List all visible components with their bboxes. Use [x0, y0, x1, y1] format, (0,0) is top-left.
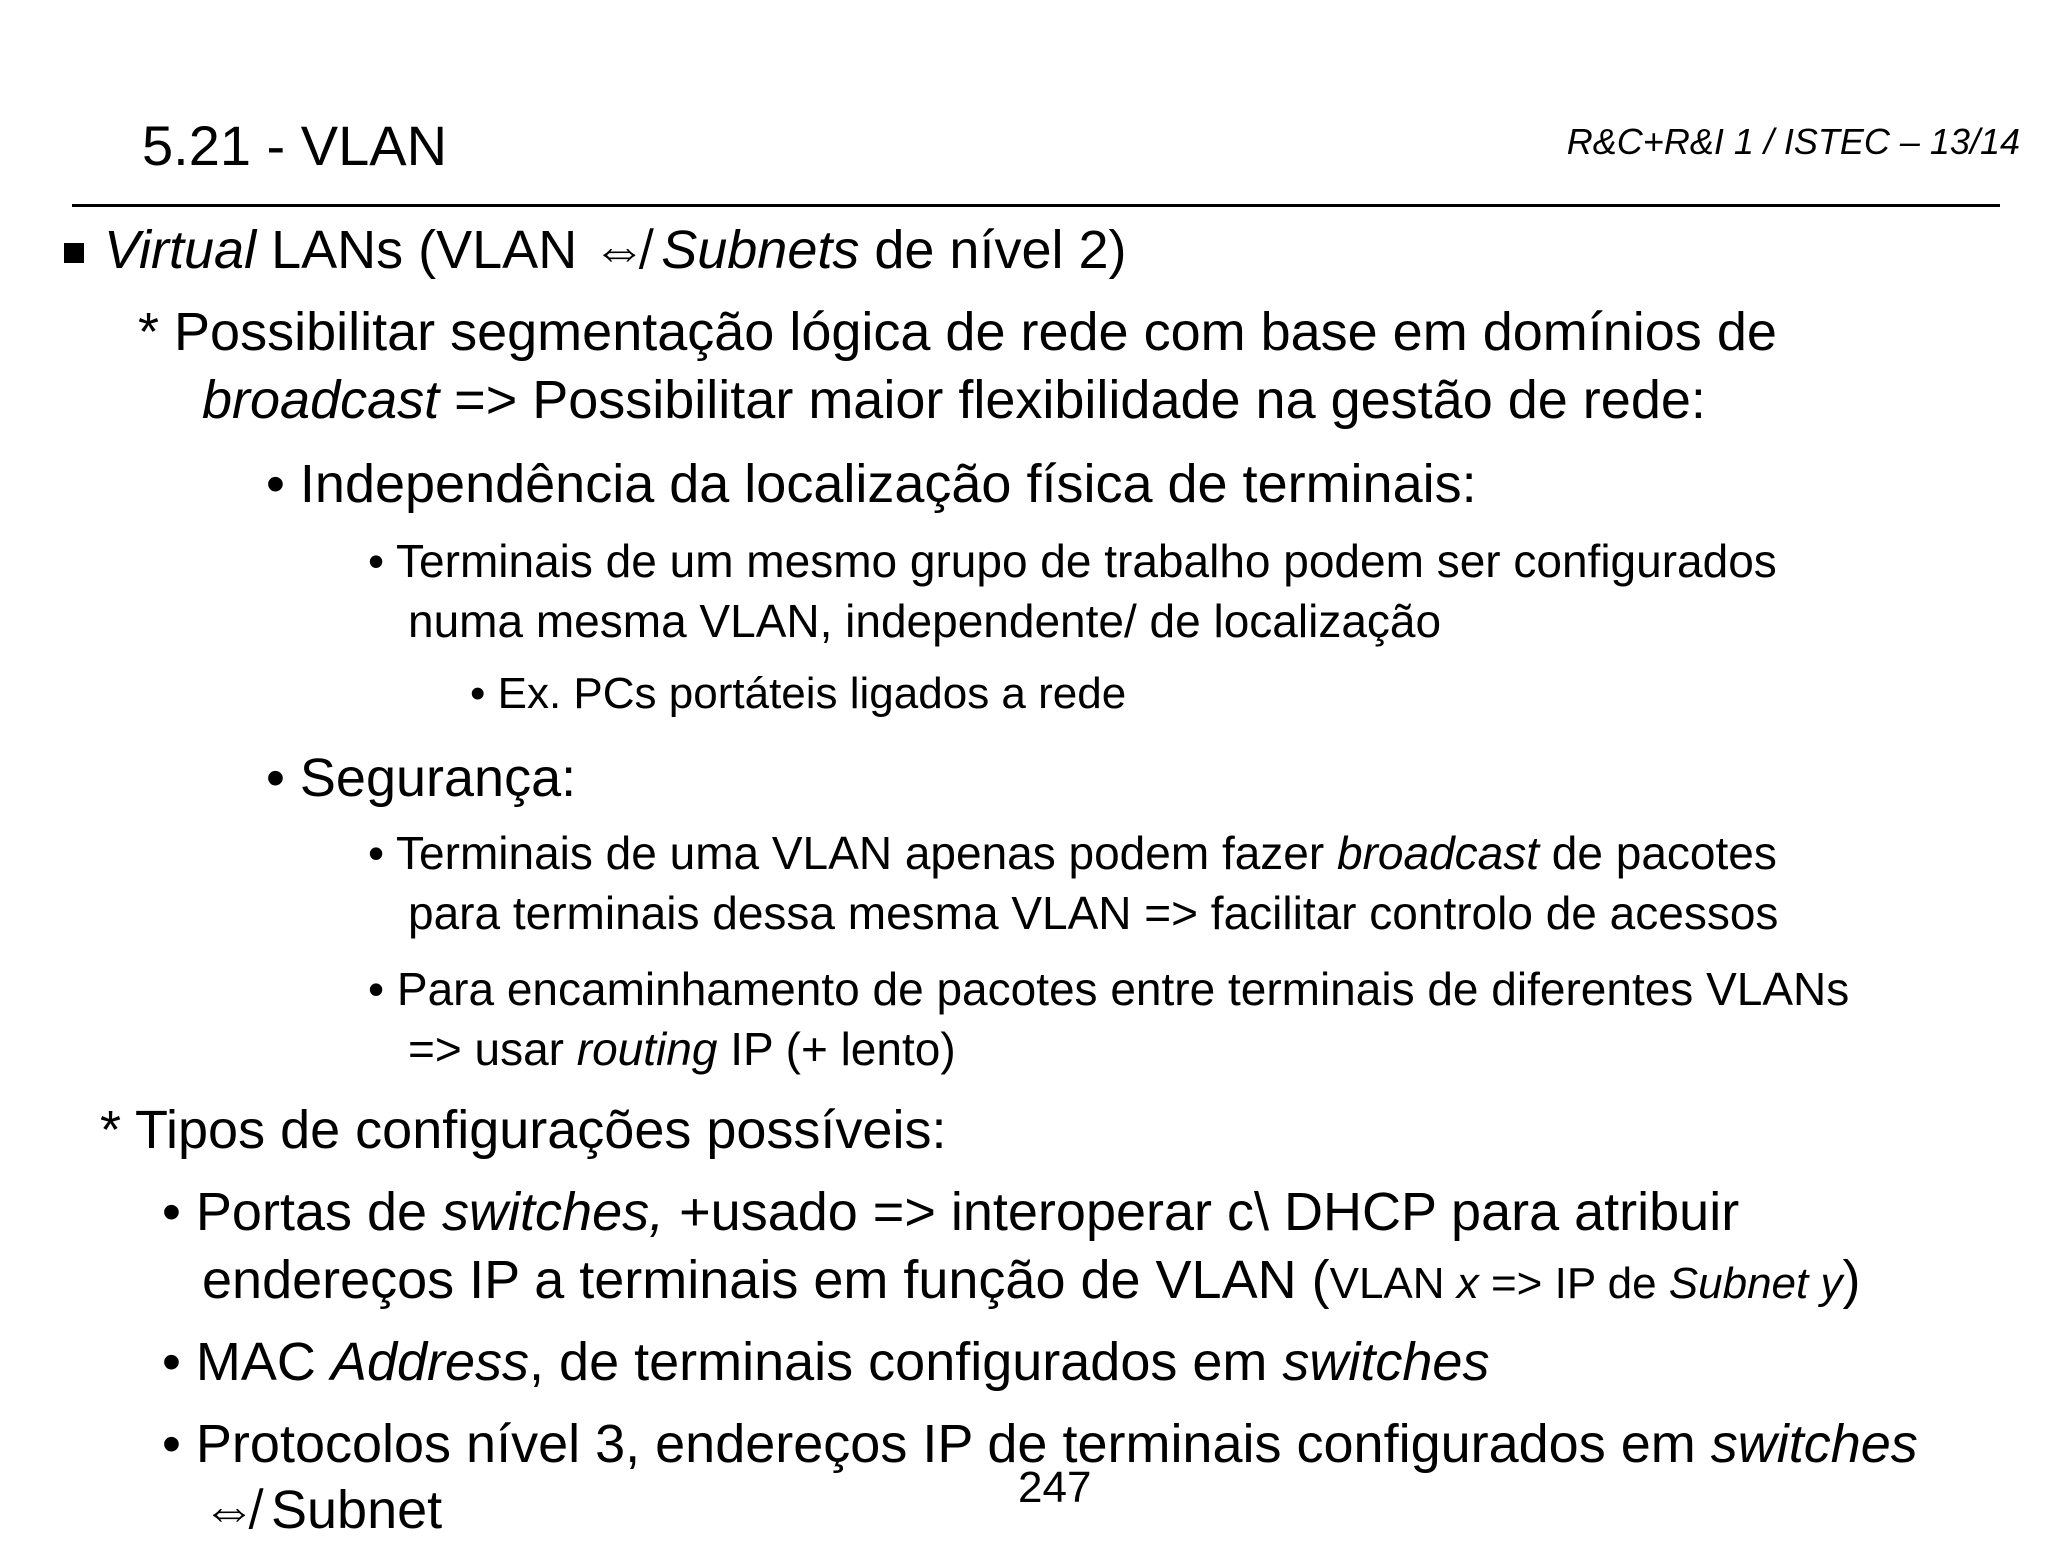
text-virtual: Virtual — [104, 220, 257, 280]
bullet-workgroup-cont: numa mesma VLAN, independente/ de localização — [408, 595, 1442, 647]
header-divider — [72, 204, 2000, 207]
text-lans: LANs (VLAN ⇎ — [256, 220, 662, 280]
text-ports-b: switches, — [442, 1182, 665, 1242]
bullet-independence: • Independência da localização física de terminais: — [266, 454, 1477, 514]
text-vlan-broadcast-c: de pacotes — [1539, 827, 1777, 879]
text-routing-a: => usar — [408, 1023, 577, 1075]
text-layer3-a: • Protocolos nível 3, endereços IP de terminais configurados em — [162, 1414, 1711, 1474]
bullet-forwarding-cont — [408, 1022, 956, 1077]
text-mac-d: switches — [1282, 1332, 1490, 1392]
bullet-layer3-cont: ⇎ Subnet — [202, 1480, 443, 1540]
text-routing-c: IP (+ lento) — [717, 1023, 956, 1075]
text-ip-a: endereços IP a terminais em função de VLAN ( — [202, 1250, 1330, 1310]
text-ip-f: ) — [1842, 1250, 1861, 1310]
bullet-segmentation-cont — [202, 368, 1706, 433]
course-header: R&C+R&I 1 / ISTEC – 13/14 — [1566, 121, 2020, 162]
bullet-vlan-broadcast-cont: para terminais dessa mesma VLAN => facilitar controlo de acessos — [408, 887, 1779, 939]
text-ip-c: x — [1456, 1259, 1479, 1308]
text-broadcast: broadcast — [202, 370, 440, 430]
text-flexibility: => Possibilitar maior flexibilidade na gestão de rede: — [439, 370, 1706, 430]
text-ip-d: => IP de — [1478, 1259, 1669, 1308]
bullet-vlan-broadcast — [368, 826, 1777, 881]
page-number: 247 — [1018, 1463, 1092, 1512]
bullet-forwarding: • Para encaminhamento de pacotes entre terminais de diferentes VLANs — [368, 963, 1850, 1015]
text-vlan-broadcast-b: broadcast — [1337, 827, 1540, 879]
bullet-switch-ports — [162, 1180, 1739, 1245]
bullet-example: • Ex. PCs portáteis ligados a rede — [470, 669, 1127, 718]
bullet-mac-address — [162, 1330, 1489, 1395]
bullet-config-types: * Tipos de configurações possíveis: — [100, 1100, 947, 1160]
text-ports-c: +usado => interoperar c\ DHCP para atribuir — [664, 1182, 1740, 1242]
text-ip-b: VLAN — [1329, 1259, 1457, 1308]
text-mac-a: • MAC — [162, 1332, 331, 1392]
text-ip-e: Subnet y — [1668, 1259, 1843, 1308]
bullet-virtual-lans — [104, 218, 1127, 283]
text-mac-b: Address — [330, 1332, 530, 1392]
text-routing-b: routing — [576, 1023, 718, 1075]
bullet-security: • Segurança: — [266, 748, 577, 808]
text-vlan-broadcast-a: • Terminais de uma VLAN apenas podem fazer — [368, 827, 1337, 879]
text-layer3-b: switches — [1710, 1414, 1918, 1474]
text-nivel2: de nível 2) — [859, 220, 1127, 280]
bullet-switch-ports-cont — [202, 1248, 1860, 1313]
text-subnets: Subnets — [661, 220, 860, 280]
bullet-segmentation: * Possibilitar segmentação lógica de rede com base em domínios de — [138, 302, 1777, 362]
square-bullet-icon — [64, 243, 84, 263]
slide-title: 5.21 - VLAN — [142, 114, 448, 177]
bullet-workgroup: • Terminais de um mesmo grupo de trabalho podem ser configurados — [368, 535, 1777, 587]
text-mac-c: , de terminais configurados em — [529, 1332, 1283, 1392]
text-ports-a: • Portas de — [162, 1182, 443, 1242]
